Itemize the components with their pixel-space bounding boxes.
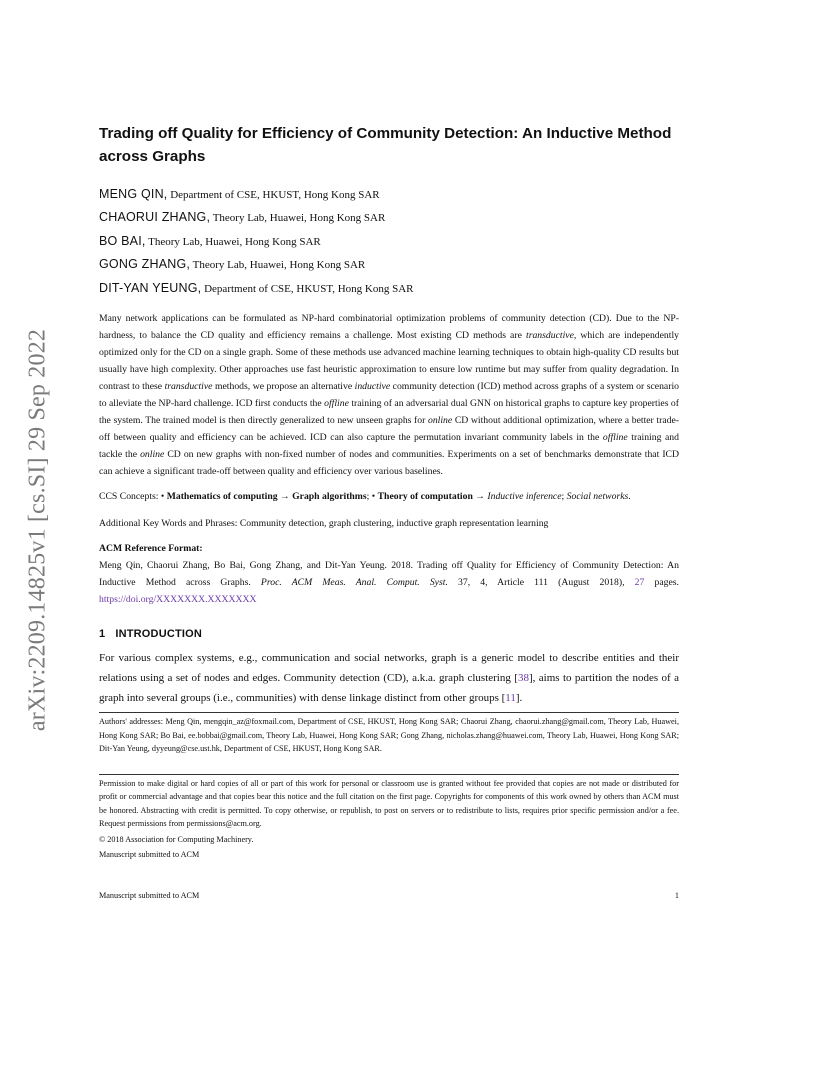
pages-link[interactable]: 27 [634,577,645,589]
section-heading: 1 INTRODUCTION [99,628,203,641]
paper-page [99,122,679,862]
reference-format: Meng Qin, Chaorui Zhang, Bo Bai, Gong Zhang, and Dit-Yan Yeung. 2018. Trading off Quality for Efficiency of Community Detection: An Inductive Method across Graphs. Proc. ACM Meas. Anal. Comput. Syst. 37, 4, Article 111 (August 2018), 27 pages. https://doi.org/XXXXXXX.XXXXXXX [99,560,679,606]
author-line [99,230,679,253]
author-name: DIT-YAN YEUNG, [99,280,202,295]
permission-notice: Permission to make digital or hard copies of all or part of this work for personal or classroom use is granted without fee provided that copies are not made or distributed for profit or commercial advantage and that copies bear this notice and the full citation on the first page. Copyrights for components of this work owned by others than ACM must be honored. Abstracting with credit is permitted. To copy otherwise, or republish, to post on servers or to redistribute to lists, requires prior specific permission and/or a fee. Request permissions from permissions@acm.org. [99,778,679,829]
ccs-concepts: CCS Concepts: • Mathematics of computing → Graph algorithms; • Theory of computation → Inductive inference; Social networks. [99,491,631,503]
author-name: CHAORUI ZHANG, [99,210,211,225]
keywords: Additional Key Words and Phrases: Community detection, graph clustering, inductive graph representation learning [99,518,549,530]
author-line [99,253,679,276]
author-name: GONG ZHANG, [99,257,191,272]
copyright-notice: © 2018 Association for Computing Machinery. [99,834,254,844]
paper-title: Trading off Quality for Efficiency of Community Detection: An Inductive Method across Graphs [99,125,672,165]
permission-rule [99,774,679,775]
author-affiliation: Department of CSE, HKUST, Hong Kong SAR [201,282,414,295]
abstract: Many network applications can be formulated as NP-hard combinatorial optimization problems of community detection (CD). Due to the NP-hardness, to balance the CD quality and efficiency remains a challenge. Most existing CD methods are transductive, which are independently optimized only for the CD on a single graph. Some of these methods use advanced machine learning techniques to obtain high-quality CD results but usually have high complexity. Other approaches use fast heuristic approximation to ensure low runtime but may suffer from quality degradation. In contrast to these transductive methods, we propose an alternative inductive community detection (ICD) method across graphs of a system or scenario to alleviate the NP-hard challenge. ICD first conducts the offline training of an adversarial dual GNN on historical graphs to capture key properties of the system. The trained model is then directly generalized to new unseen graphs for online CD without additional optimization, where a better trade-off between quality and efficiency can be achieved. ICD can also capture the permutation invariant community labels in the offline training and tackle the online CD on new graphs with non-fixed number of nodes and communities. Experiments on a set of benchmarks demonstrate that ICD can achieve a significant trade-off between quality and efficiency over various baselines. [99,313,680,478]
footnote-rule [99,712,679,713]
author-line [99,277,679,300]
author-line [99,206,679,229]
author-affiliation: Theory Lab, Huawei, Hong Kong SAR [145,235,321,248]
intro-paragraph: For various complex systems, e.g., communication and social networks, graph is a generic model to describe entities and their relations using a set of nodes and edges. Community detection (CD), a.k.a. graph clustering [38], aims to partition the nodes of a graph into several groups (i.e., communities) with dense linkage distinct from other groups [11]. [99,652,679,705]
page-number: 1 [674,891,679,900]
author-affiliation: Department of CSE, HKUST, Hong Kong SAR [167,189,380,201]
author-affiliation: Theory Lab, Huawei, Hong Kong SAR [190,259,366,272]
doi-link[interactable]: https://doi.org/XXXXXXX.XXXXXXX [99,594,257,606]
reference-heading: ACM Reference Format: [99,543,203,555]
citation-link[interactable]: 38 [517,672,529,685]
footer-left: Manuscript submitted to ACM [99,891,200,900]
author-affiliation: Theory Lab, Huawei, Hong Kong SAR [210,212,386,225]
manuscript-note: Manuscript submitted to ACM [99,850,200,860]
citation-link[interactable]: 11 [505,692,516,705]
author-addresses: Authors' addresses: Meng Qin, mengqin_az@foxmail.com, Department of CSE, HKUST, Hong Kong SAR; Chaorui Zhang, chaorui.zhang@gmail.com, Theory Lab, Huawei, Hong Kong SAR; Bo Bai, ee.bobbai@gmail.com, Theory Lab, Huawei, Hong Kong SAR; Gong Zhang, nicholas.zhang@huawei.com, Theory Lab, Huawei, Hong Kong SAR; Dit-Yan Yeung, dyyeung@cse.ust.hk, Department of CSE, HKUST, Hong Kong SAR. [99,717,679,754]
page-footer [99,891,679,900]
arxiv-stamp: arXiv:2209.14825v1 [cs.SI] 29 Sep 2022 [24,328,51,732]
author-name: BO BAI, [99,233,146,248]
author-list [99,183,679,300]
author-name: MENG QIN, [99,187,168,201]
author-line [99,183,679,206]
